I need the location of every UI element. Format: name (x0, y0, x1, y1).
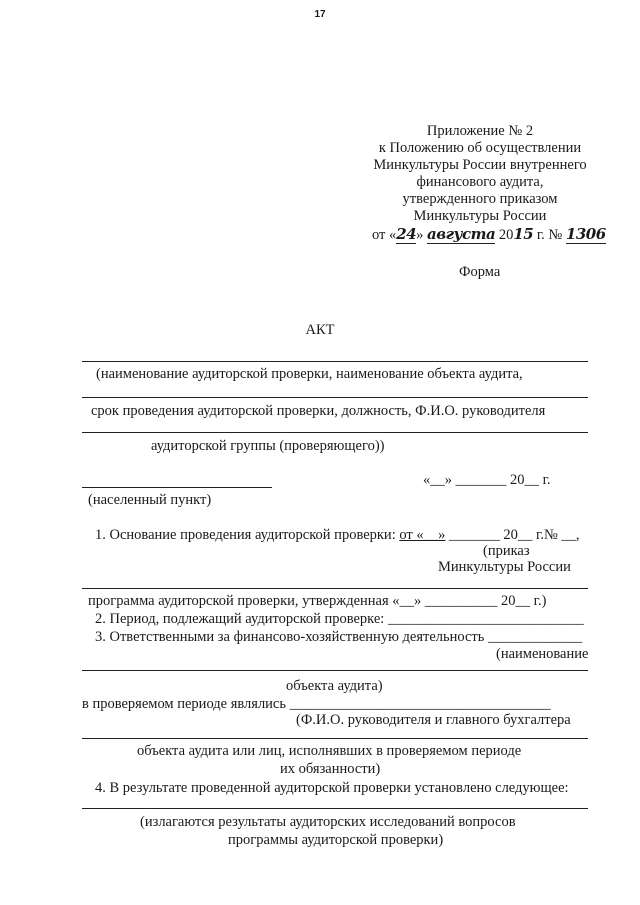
item-4-caption-2: программы аудиторской проверки) (228, 832, 444, 848)
item-1-order-caption: (приказ (483, 543, 530, 559)
date-year-tail: г. № (536, 227, 563, 243)
appendix-line-4: финансового аудита, (416, 174, 544, 190)
item-3-period-line: в проверяемом периоде являлись ____________________________________ (82, 696, 551, 712)
date-day-handwritten: 24 (396, 225, 417, 243)
page-number: 17 (314, 9, 326, 20)
place-underline (82, 487, 272, 488)
caption-audit-group: аудиторской группы (проверяющего)) (151, 438, 385, 454)
appendix-line-2: к Положению об осуществлении (378, 140, 582, 156)
item-4-underline (82, 808, 588, 809)
caption-audit-term: срок проведения аудиторской проверки, должность, Ф.И.О. руководителя (91, 403, 546, 419)
item-3-underline-1 (82, 670, 588, 671)
audit-name-underline-2 (82, 397, 588, 398)
item-1-basis (95, 528, 580, 543)
item-4-caption-1: (излагаются результаты аудиторских исследований вопросов (140, 814, 516, 830)
appendix-line-6: Минкультуры России (413, 208, 547, 224)
appendix-line-1: Приложение № 2 (426, 123, 534, 139)
order-number-handwritten: 1306 (565, 225, 606, 243)
item-3-object-persons-caption: объекта аудита или лиц, исполнявших в проверяемом периоде (137, 743, 522, 759)
item-2-period: 2. Период, подлежащий аудиторской проверке: ___________________________ (95, 611, 584, 627)
document-title: АКТ (305, 322, 335, 338)
item-3-name-caption: (наименование (496, 646, 589, 662)
item-3-responsible: 3. Ответственными за финансово-хозяйственную деятельность _____________ (95, 629, 583, 645)
caption-place: (населенный пункт) (88, 492, 212, 508)
item-1-rest: _______ 20__ г.№ __, (445, 527, 580, 543)
date-month-handwritten: августа (427, 225, 496, 243)
date-mid: » (416, 227, 424, 243)
appendix-date-line (372, 227, 606, 243)
audit-name-underline-1 (82, 361, 588, 362)
item-1-from-date: от «__» (399, 527, 446, 543)
item-1-program-caption: программа аудиторской проверки, утвержденная «__» __________ 20__ г.) (88, 593, 547, 609)
item-1-underline (82, 588, 588, 589)
date-year-prefix: 20 (498, 227, 514, 243)
appendix-line-5: утвержденного приказом (402, 191, 558, 207)
item-3-object-caption: объекта аудита) (286, 678, 383, 694)
form-label: Форма (459, 264, 501, 280)
caption-audit-name: (наименование аудиторской проверки, наименование объекта аудита, (96, 366, 523, 382)
appendix-line-3: Минкультуры России внутреннего (373, 157, 587, 173)
item-3-fio-caption: (Ф.И.О. руководителя и главного бухгалтера (296, 712, 571, 728)
act-date: «__» _______ 20__ г. (423, 472, 551, 488)
item-4-results: 4. В результате проведенной аудиторской проверки установлено следующее: (95, 780, 569, 796)
item-1-text: 1. Основание проведения аудиторской проверки: (95, 527, 400, 543)
date-prefix: от « (372, 227, 397, 243)
item-1-ministry-caption: Минкультуры России (438, 559, 571, 575)
audit-name-underline-3 (82, 432, 588, 433)
date-year-handwritten: 15 (513, 225, 534, 243)
item-3-duties-caption: их обязанности) (280, 761, 381, 777)
item-3-underline-2 (82, 738, 588, 739)
